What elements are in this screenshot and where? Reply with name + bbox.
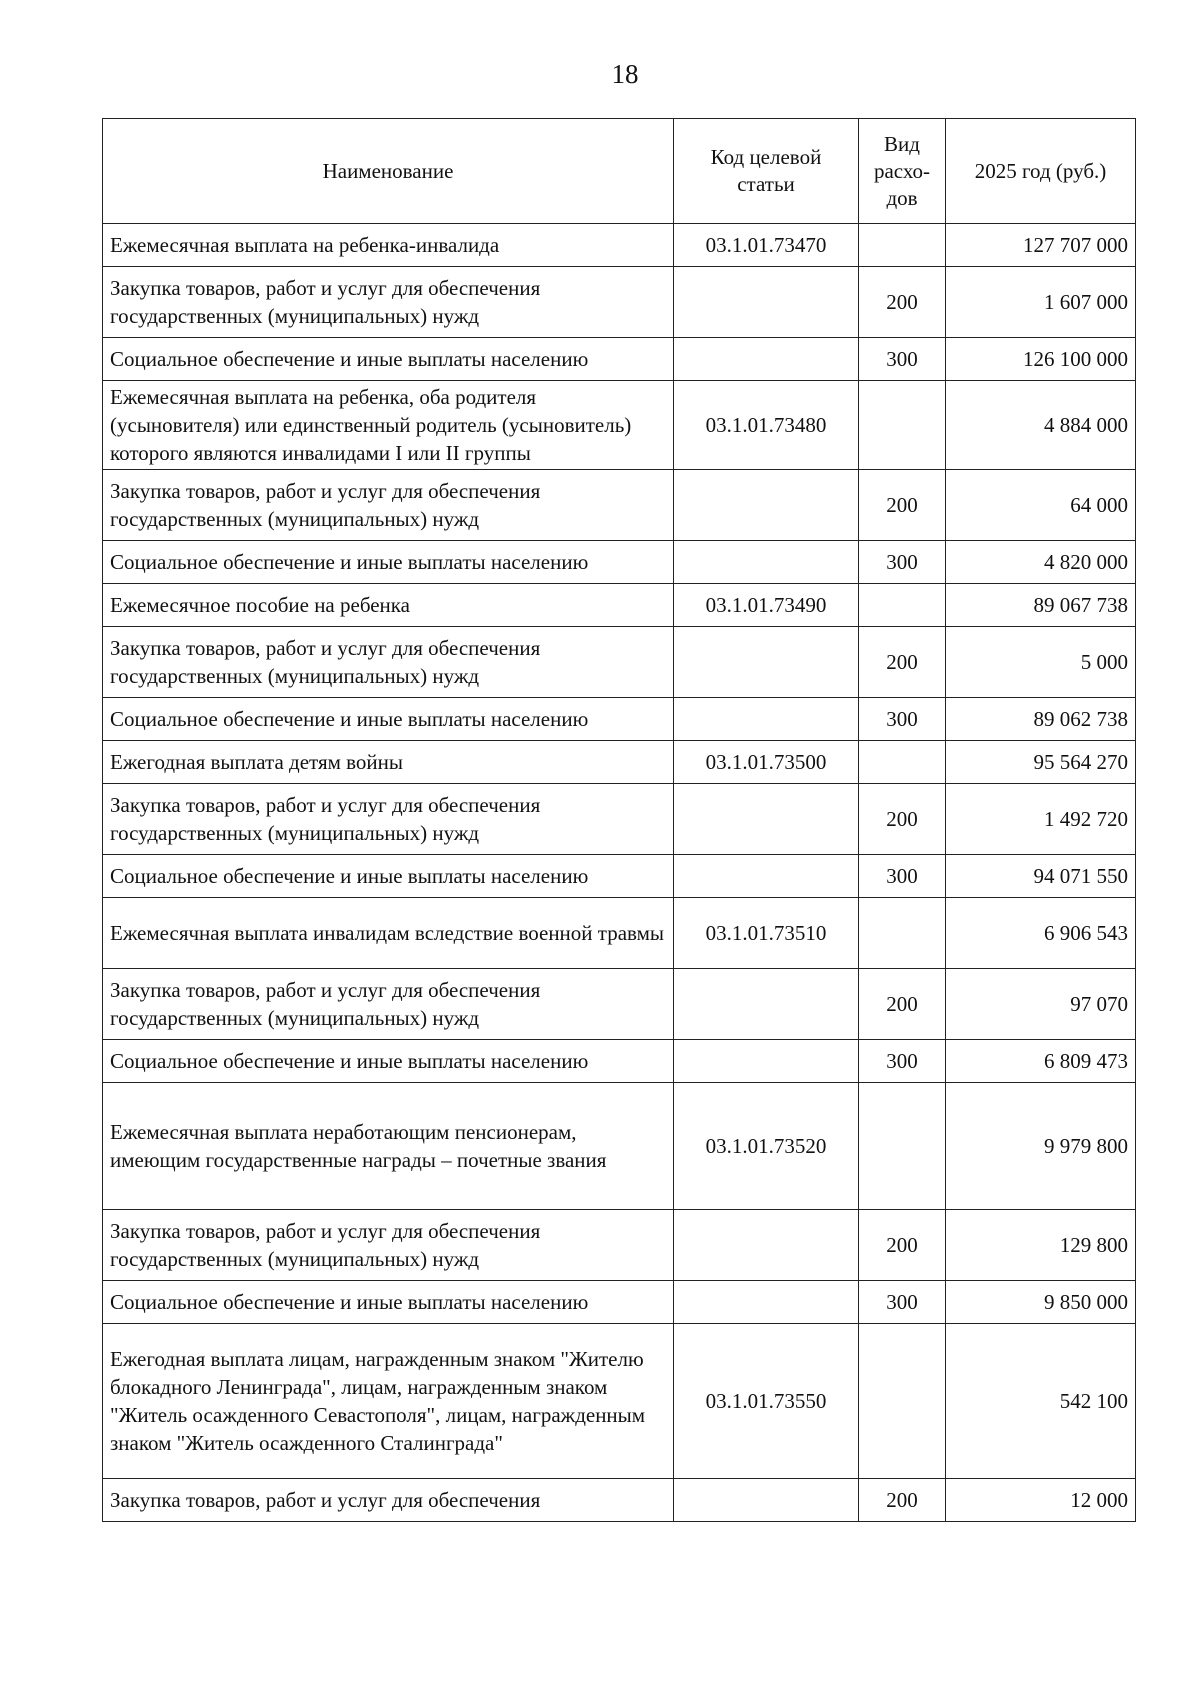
cell-amount: 1 607 000	[946, 267, 1136, 338]
cell-name: Социальное обеспечение и иные выплаты населению	[103, 1040, 674, 1083]
cell-type: 300	[859, 1281, 946, 1324]
table-header-row	[103, 119, 1136, 224]
cell-type: 300	[859, 1040, 946, 1083]
cell-code	[674, 267, 859, 338]
cell-name: Ежегодная выплата детям войны	[103, 741, 674, 784]
cell-type	[859, 1083, 946, 1210]
cell-code	[674, 338, 859, 381]
cell-amount: 89 062 738	[946, 698, 1136, 741]
table-row	[103, 381, 1136, 470]
header-name: Наименование	[103, 119, 674, 224]
table-row	[103, 338, 1136, 381]
cell-amount: 12 000	[946, 1479, 1136, 1522]
page-number: 18	[611, 59, 639, 89]
cell-type: 300	[859, 338, 946, 381]
cell-code: 03.1.01.73490	[674, 584, 859, 627]
cell-type: 200	[859, 627, 946, 698]
cell-code	[674, 541, 859, 584]
cell-name: Ежегодная выплата лицам, награжденным знаком "Жителю блокадного Ленинграда", лицам, награжденным знаком "Житель осажденного Севастополя", лицам, награжденным знаком "Житель осажденного Сталинграда"	[103, 1324, 674, 1479]
cell-name: Закупка товаров, работ и услуг для обеспечения государственных (муниципальных) нужд	[103, 267, 674, 338]
table-row	[103, 1324, 1136, 1479]
cell-type: 300	[859, 541, 946, 584]
cell-name: Закупка товаров, работ и услуг для обеспечения	[103, 1479, 674, 1522]
cell-code	[674, 855, 859, 898]
table-row	[103, 741, 1136, 784]
cell-code: 03.1.01.73520	[674, 1083, 859, 1210]
cell-amount: 9 850 000	[946, 1281, 1136, 1324]
cell-amount: 5 000	[946, 627, 1136, 698]
cell-code	[674, 1281, 859, 1324]
cell-name: Ежемесячная выплата инвалидам вследствие военной травмы	[103, 898, 674, 969]
table-row	[103, 969, 1136, 1040]
cell-amount: 97 070	[946, 969, 1136, 1040]
cell-amount: 94 071 550	[946, 855, 1136, 898]
cell-code: 03.1.01.73550	[674, 1324, 859, 1479]
cell-code	[674, 1040, 859, 1083]
cell-code	[674, 627, 859, 698]
cell-amount: 1 492 720	[946, 784, 1136, 855]
table-row	[103, 541, 1136, 584]
cell-name: Закупка товаров, работ и услуг для обеспечения государственных (муниципальных) нужд	[103, 784, 674, 855]
header-code: Код целевой статьи	[674, 119, 859, 224]
cell-amount: 6 906 543	[946, 898, 1136, 969]
cell-type: 300	[859, 698, 946, 741]
table-row	[103, 267, 1136, 338]
cell-amount: 4 884 000	[946, 381, 1136, 470]
table-row	[103, 1479, 1136, 1522]
cell-name: Социальное обеспечение и иные выплаты населению	[103, 541, 674, 584]
cell-name: Ежемесячное пособие на ребенка	[103, 584, 674, 627]
cell-code	[674, 1210, 859, 1281]
cell-name: Закупка товаров, работ и услуг для обеспечения государственных (муниципальных) нужд	[103, 627, 674, 698]
cell-code	[674, 969, 859, 1040]
cell-type: 200	[859, 1210, 946, 1281]
table-row	[103, 470, 1136, 541]
table-row	[103, 698, 1136, 741]
cell-amount: 95 564 270	[946, 741, 1136, 784]
cell-type	[859, 898, 946, 969]
header-amount: 2025 год (руб.)	[946, 119, 1136, 224]
table-row	[103, 784, 1136, 855]
cell-type	[859, 381, 946, 470]
cell-name: Социальное обеспечение и иные выплаты населению	[103, 338, 674, 381]
cell-name: Закупка товаров, работ и услуг для обеспечения государственных (муниципальных) нужд	[103, 470, 674, 541]
budget-table	[102, 118, 1136, 1522]
cell-amount: 89 067 738	[946, 584, 1136, 627]
header-type: Вид расхо-дов	[859, 119, 946, 224]
cell-name: Ежемесячная выплата на ребенка, оба родителя (усыновителя) или единственный родитель (усыновитель) которого являются инвалидами I или II группы	[103, 381, 674, 470]
cell-name: Социальное обеспечение и иные выплаты населению	[103, 1281, 674, 1324]
cell-type: 200	[859, 784, 946, 855]
cell-type	[859, 1324, 946, 1479]
table-row	[103, 627, 1136, 698]
table-row	[103, 1083, 1136, 1210]
cell-name: Закупка товаров, работ и услуг для обеспечения государственных (муниципальных) нужд	[103, 1210, 674, 1281]
cell-name: Социальное обеспечение и иные выплаты населению	[103, 698, 674, 741]
cell-amount: 4 820 000	[946, 541, 1136, 584]
cell-amount: 129 800	[946, 1210, 1136, 1281]
cell-code	[674, 1479, 859, 1522]
cell-code: 03.1.01.73470	[674, 224, 859, 267]
table-row	[103, 1040, 1136, 1083]
cell-amount: 542 100	[946, 1324, 1136, 1479]
table-row	[103, 224, 1136, 267]
cell-type: 200	[859, 1479, 946, 1522]
cell-type: 200	[859, 267, 946, 338]
cell-amount: 64 000	[946, 470, 1136, 541]
cell-code: 03.1.01.73510	[674, 898, 859, 969]
table-row	[103, 855, 1136, 898]
cell-type: 300	[859, 855, 946, 898]
table-row	[103, 898, 1136, 969]
cell-type	[859, 224, 946, 267]
table-row	[103, 584, 1136, 627]
cell-code: 03.1.01.73500	[674, 741, 859, 784]
cell-code	[674, 470, 859, 541]
cell-amount: 6 809 473	[946, 1040, 1136, 1083]
cell-code	[674, 698, 859, 741]
table-row	[103, 1210, 1136, 1281]
cell-type	[859, 584, 946, 627]
table-body	[103, 224, 1136, 1522]
cell-amount: 9 979 800	[946, 1083, 1136, 1210]
cell-name: Социальное обеспечение и иные выплаты населению	[103, 855, 674, 898]
table-row	[103, 1281, 1136, 1324]
cell-name: Ежемесячная выплата неработающим пенсионерам, имеющим государственные награды – почетные звания	[103, 1083, 674, 1210]
cell-name: Закупка товаров, работ и услуг для обеспечения государственных (муниципальных) нужд	[103, 969, 674, 1040]
cell-type: 200	[859, 969, 946, 1040]
cell-type: 200	[859, 470, 946, 541]
cell-type	[859, 741, 946, 784]
cell-code: 03.1.01.73480	[674, 381, 859, 470]
cell-code	[674, 784, 859, 855]
cell-amount: 127 707 000	[946, 224, 1136, 267]
cell-name: Ежемесячная выплата на ребенка-инвалида	[103, 224, 674, 267]
cell-amount: 126 100 000	[946, 338, 1136, 381]
